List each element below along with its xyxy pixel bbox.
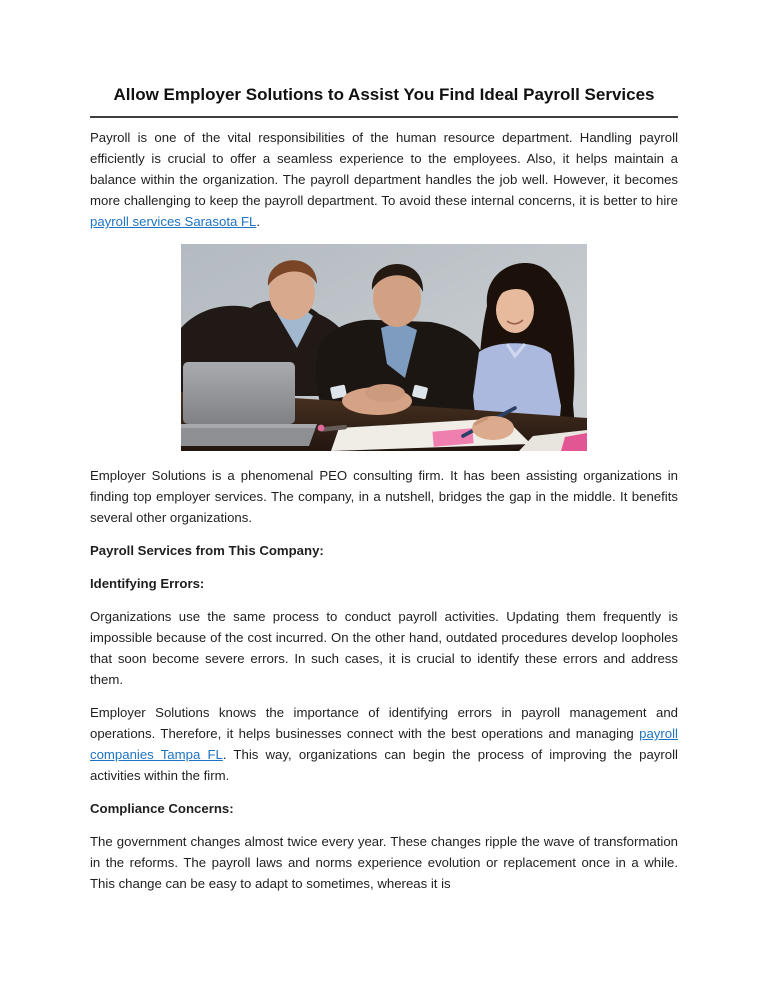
article-photo — [90, 244, 678, 451]
heading-identifying-errors: Identifying Errors: — [90, 576, 205, 591]
page-title: Allow Employer Solutions to Assist You Find Ideal Payroll Services — [90, 82, 678, 118]
identifying-errors-text-end: . This way, organizations can begin the process of improving the payroll activities within the firm. — [90, 747, 678, 783]
about-paragraph: Employer Solutions is a phenomenal PEO consulting firm. It has been assisting organizations in finding top employer services. The company, in a nutshell, bridges the gap in the middle. It benefits several other organizations. — [90, 468, 678, 525]
intro-text: Payroll is one of the vital responsibilities of the human resource department. Handling payroll efficiently is crucial to offer a seamless experience to the employees. Also, it helps maintain a balance within the organization. The payroll department handles the job well. However, it becomes more challenging to keep the payroll department. To avoid these internal concerns, it is better to hire — [90, 130, 678, 208]
link-payroll-companies-tampa[interactable]: payroll companies Tampa FL — [90, 726, 678, 762]
intro-text-end: . — [256, 214, 261, 229]
intro-paragraph — [90, 127, 678, 232]
link-payroll-services-sarasota[interactable]: payroll services Sarasota FL — [90, 214, 257, 229]
heading-compliance-concerns: Compliance Concerns: — [90, 801, 234, 816]
heading-payroll-services: Payroll Services from This Company: — [90, 543, 324, 558]
identifying-errors-paragraph-2 — [90, 702, 678, 786]
compliance-paragraph: The government changes almost twice every year. These changes ripple the wave of transformation in the reforms. The payroll laws and norms experience evolution or replacement once in a while. This change can be easy to adapt to sometimes, whereas it is — [90, 834, 678, 891]
identifying-errors-text: Employer Solutions knows the importance of identifying errors in payroll management and operations. Therefore, it helps businesses connect with the best operations and managing — [90, 705, 678, 741]
identifying-errors-paragraph-1: Organizations use the same process to conduct payroll activities. Updating them frequently is impossible because of the cost incurred. On the other hand, outdated procedures develop loopholes that soon become severe errors. In such cases, it is crucial to identify these errors and address them. — [90, 609, 678, 687]
meeting-photo-illustration — [181, 244, 587, 451]
